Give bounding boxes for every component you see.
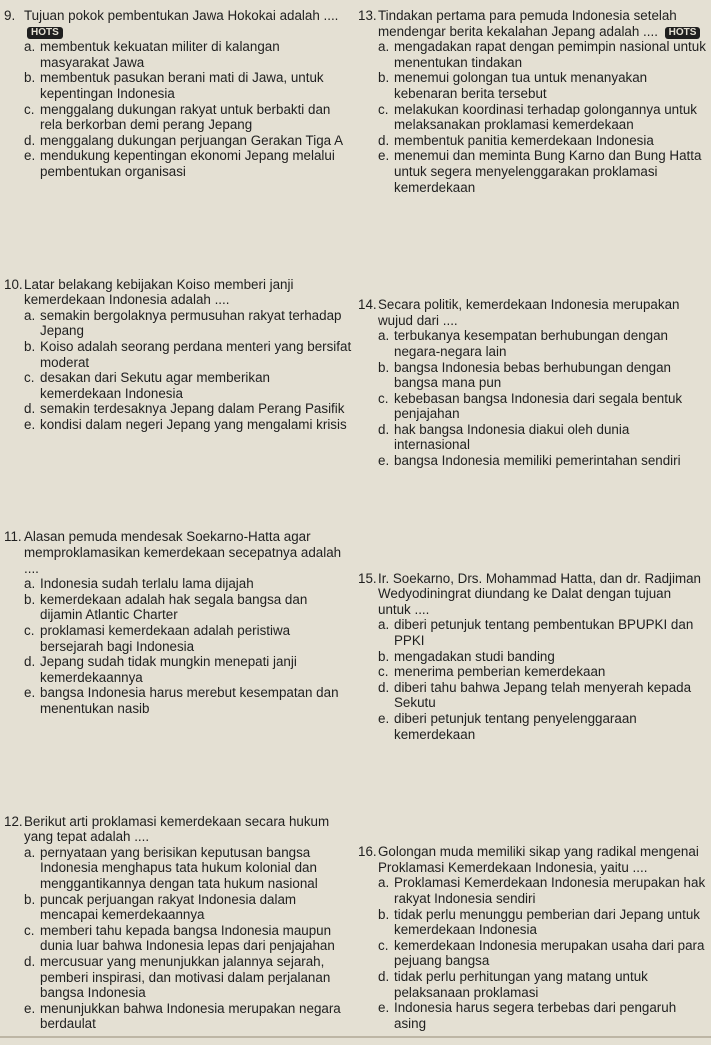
answer-option bbox=[4, 339, 352, 370]
answer-option bbox=[4, 892, 352, 923]
option-letter: a. bbox=[24, 39, 36, 55]
option-text: Indonesia harus segera terbebas dari pengaruh asing bbox=[394, 1000, 677, 1031]
option-letter: a. bbox=[378, 39, 390, 55]
question-stem bbox=[358, 297, 706, 328]
question-10 bbox=[4, 277, 352, 433]
option-text: bangsa Indonesia memiliki pemerintahan sendiri bbox=[394, 453, 681, 469]
option-letter: b. bbox=[24, 70, 36, 86]
option-text: menggalang dukungan perjuangan Gerakan Tiga A bbox=[40, 132, 344, 148]
option-text: mercusuar yang menunjukkan jalannya sejarah, pemberi inspirasi, dan motivasi dalam perjalanan bangsa Indonesia bbox=[40, 953, 331, 1001]
answer-option bbox=[4, 623, 352, 654]
option-text: menemui dan meminta Bung Karno dan Bung Hatta untuk segera menyelenggarakan proklamasi kemerdekaan bbox=[394, 148, 702, 195]
option-letter: d. bbox=[24, 401, 36, 417]
option-letter: a. bbox=[378, 617, 390, 633]
question-number: 9. bbox=[4, 8, 16, 23]
answer-option bbox=[358, 664, 706, 680]
question-text: Tujuan pokok pembentukan Jawa Hokokai adalah .... bbox=[24, 8, 339, 23]
answer-options bbox=[4, 576, 352, 716]
option-letter: b. bbox=[24, 591, 36, 607]
option-text: tidak perlu menunggu pemberian dari Jepang untuk kemerdekaan Indonesia bbox=[394, 906, 700, 938]
answer-option bbox=[4, 1001, 352, 1032]
option-text: kondisi dalam negeri Jepang yang mengalami krisis bbox=[40, 416, 347, 432]
question-number: 16. bbox=[358, 844, 377, 860]
option-letter: c. bbox=[378, 101, 389, 117]
option-text: pernyataan yang berisikan keputusan bangsa Indonesia menghapus tata hukum kolonial dan menggantikannya dengan tata hukum nasional bbox=[40, 844, 318, 891]
bottom-divider bbox=[0, 1036, 711, 1038]
option-letter: a. bbox=[24, 844, 36, 860]
option-text: mengadakan studi banding bbox=[394, 648, 555, 664]
option-letter: b. bbox=[378, 359, 390, 375]
question-number: 12. bbox=[4, 813, 23, 829]
question-text: Ir. Soekarno, Drs. Mohammad Hatta, dan dr. Radjiman Wedyodiningrat diundang ke Dalat dengan tujuan untuk .... bbox=[378, 570, 702, 617]
answer-option bbox=[4, 401, 352, 417]
question-text: Tindakan pertama para pemuda Indonesia setelah mendengar berita kekalahan Jepang adalah .... bbox=[378, 8, 677, 39]
option-text: diberi petunjuk tentang pembentukan BPUPKI dan PPKI bbox=[394, 617, 694, 649]
question-14 bbox=[358, 297, 706, 469]
option-text: Indonesia sudah terlalu lama dijajah bbox=[40, 576, 254, 592]
option-text: bangsa Indonesia harus merebut kesempatan dan menentukan nasib bbox=[40, 685, 339, 716]
option-letter: c. bbox=[378, 937, 389, 953]
answer-option bbox=[358, 148, 706, 195]
answer-option bbox=[358, 617, 706, 648]
answer-option bbox=[358, 938, 706, 969]
answer-option bbox=[4, 70, 352, 101]
option-letter: d. bbox=[378, 421, 390, 437]
option-letter: b. bbox=[24, 338, 36, 354]
option-letter: a. bbox=[378, 328, 390, 344]
option-letter: d. bbox=[378, 679, 390, 695]
answer-option bbox=[4, 370, 352, 401]
question-text: Alasan pemuda mendesak Soekarno-Hatta agar memproklamasikan kemerdekaan secepatnya adalah .... bbox=[24, 529, 342, 576]
answer-option bbox=[4, 654, 352, 685]
answer-option bbox=[4, 39, 352, 70]
option-text: Jepang sudah tidak mungkin menepati janji kemerdekaannya bbox=[40, 654, 297, 685]
question-text: Latar belakang kebijakan Koiso memberi janji kemerdekaan Indonesia adalah .... bbox=[24, 276, 294, 308]
option-letter: b. bbox=[378, 70, 390, 86]
answer-options bbox=[358, 328, 706, 468]
question-stem bbox=[4, 529, 352, 576]
answer-option bbox=[358, 391, 706, 422]
question-number: 14. bbox=[358, 297, 377, 313]
question-stem bbox=[4, 8, 352, 39]
answer-options bbox=[358, 875, 706, 1031]
option-text: membentuk kekuatan militer di kalangan masyarakat Jawa bbox=[40, 39, 280, 70]
option-text: kemerdekaan Indonesia merupakan usaha dari para pejuang bangsa bbox=[394, 937, 705, 969]
answer-option bbox=[358, 1000, 706, 1031]
option-letter: e. bbox=[378, 1000, 390, 1016]
question-9 bbox=[4, 8, 352, 180]
answer-option bbox=[4, 576, 352, 592]
option-text: menerima pemberian kemerdekaan bbox=[394, 664, 606, 680]
answer-option bbox=[358, 907, 706, 938]
option-text: diberi petunjuk tentang penyelenggaraan kemerdekaan bbox=[394, 711, 637, 742]
question-11 bbox=[4, 529, 352, 716]
question-15 bbox=[358, 571, 706, 743]
answer-option bbox=[358, 133, 706, 149]
answer-option bbox=[358, 649, 706, 665]
option-letter: e. bbox=[24, 1000, 36, 1016]
option-text: semakin bergolaknya permusuhan rakyat terhadap Jepang bbox=[40, 307, 342, 339]
question-text: Secara politik, kemerdekaan Indonesia merupakan wujud dari .... bbox=[378, 297, 680, 328]
answer-option bbox=[358, 453, 706, 469]
hots-badge: HOTS bbox=[27, 27, 63, 39]
option-text: membentuk pasukan berani mati di Jawa, untuk kepentingan Indonesia bbox=[40, 70, 324, 101]
question-13 bbox=[358, 8, 706, 195]
question-number: 11. bbox=[4, 529, 22, 545]
option-letter: b. bbox=[378, 648, 390, 664]
option-letter: c. bbox=[24, 922, 35, 938]
answer-options bbox=[4, 308, 352, 433]
option-text: tidak perlu perhitungan yang matang untuk pelaksanaan proklamasi bbox=[394, 968, 648, 1000]
answer-option bbox=[358, 360, 706, 391]
option-letter: c. bbox=[378, 390, 389, 406]
question-number: 15. bbox=[358, 570, 377, 586]
answer-option bbox=[358, 39, 706, 70]
option-text: proklamasi kemerdekaan adalah peristiwa bersejarah bagi Indonesia bbox=[40, 623, 291, 654]
option-letter: a. bbox=[24, 307, 36, 323]
option-letter: e. bbox=[24, 685, 36, 701]
answer-option bbox=[4, 102, 352, 133]
question-stem bbox=[358, 8, 706, 39]
option-letter: c. bbox=[24, 101, 35, 117]
hots-badge: HOTS bbox=[665, 27, 701, 39]
option-letter: b. bbox=[378, 906, 390, 922]
option-text: melakukan koordinasi terhadap golongannya untuk melaksanakan proklamasi kemerdekaan bbox=[394, 101, 697, 133]
answer-option bbox=[4, 845, 352, 892]
option-letter: d. bbox=[24, 953, 36, 969]
answer-option bbox=[4, 954, 352, 1001]
answer-options bbox=[358, 39, 706, 195]
answer-option bbox=[4, 417, 352, 433]
option-text: menunjukkan bahwa Indonesia merupakan negara berdaulat bbox=[40, 1000, 341, 1032]
option-text: puncak perjuangan rakyat Indonesia dalam mencapai kemerdekaannya bbox=[40, 891, 297, 923]
answer-options bbox=[4, 845, 352, 1032]
option-text: diberi tahu bahwa Jepang telah menyerah kepada Sekutu bbox=[394, 679, 692, 711]
option-letter: a. bbox=[24, 576, 36, 592]
question-stem bbox=[358, 571, 706, 618]
answer-option bbox=[358, 711, 706, 742]
option-letter: d. bbox=[378, 968, 390, 984]
option-text: bangsa Indonesia bebas berhubungan dengan bangsa mana pun bbox=[394, 359, 671, 391]
answer-option bbox=[4, 923, 352, 954]
answer-options bbox=[4, 39, 352, 179]
option-text: Koiso adalah seorang perdana menteri yang bersifat moderat bbox=[40, 338, 352, 370]
question-stem bbox=[358, 844, 706, 875]
question-text: Berikut arti proklamasi kemerdekaan secara hukum yang tepat adalah .... bbox=[24, 813, 330, 845]
option-text: hak bangsa Indonesia diakui oleh dunia internasional bbox=[394, 421, 630, 453]
question-16 bbox=[358, 844, 706, 1031]
option-text: memberi tahu kepada bangsa Indonesia maupun dunia luar bahwa Indonesia lepas dari penjajahan bbox=[40, 922, 335, 954]
option-letter: e. bbox=[378, 148, 390, 164]
answer-option bbox=[358, 680, 706, 711]
right-column bbox=[358, 8, 706, 1031]
answer-options bbox=[358, 617, 706, 742]
option-text: terbukanya kesempatan berhubungan dengan negara-negara lain bbox=[394, 328, 668, 359]
option-letter: b. bbox=[24, 891, 36, 907]
option-letter: d. bbox=[378, 132, 390, 148]
answer-option bbox=[358, 70, 706, 101]
option-letter: a. bbox=[378, 875, 390, 891]
answer-option bbox=[4, 685, 352, 716]
question-stem bbox=[4, 814, 352, 845]
option-text: mendukung kepentingan ekonomi Jepang melalui pembentukan organisasi bbox=[40, 148, 335, 179]
answer-option bbox=[4, 308, 352, 339]
left-column bbox=[4, 8, 352, 1032]
answer-option bbox=[4, 133, 352, 149]
option-letter: e. bbox=[24, 416, 36, 432]
option-text: desakan dari Sekutu agar memberikan kemerdekaan Indonesia bbox=[40, 370, 271, 401]
answer-option bbox=[358, 422, 706, 453]
answer-option bbox=[4, 592, 352, 623]
answer-option bbox=[4, 148, 352, 179]
question-text: Golongan muda memiliki sikap yang radikal mengenai Proklamasi Kemerdekaan Indonesia, yaitu .... bbox=[378, 844, 699, 875]
option-letter: d. bbox=[24, 132, 36, 148]
option-letter: c. bbox=[24, 370, 35, 386]
answer-option bbox=[358, 328, 706, 359]
option-letter: e. bbox=[378, 453, 390, 469]
option-text: mengadakan rapat dengan pemimpin nasional untuk menentukan tindakan bbox=[394, 39, 706, 70]
option-letter: c. bbox=[24, 623, 35, 639]
option-text: semakin terdesaknya Jepang dalam Perang Pasifik bbox=[40, 401, 345, 417]
option-text: kebebasan bangsa Indonesia dari segala bentuk penjajahan bbox=[394, 390, 683, 422]
question-number: 10. bbox=[4, 276, 23, 292]
answer-option bbox=[358, 969, 706, 1000]
option-letter: c. bbox=[378, 664, 389, 680]
option-text: menggalang dukungan rakyat untuk berbakti dan rela berkorban demi perang Jepang bbox=[40, 101, 331, 133]
option-text: Proklamasi Kemerdekaan Indonesia merupakan hak rakyat Indonesia sendiri bbox=[394, 875, 706, 906]
question-12 bbox=[4, 814, 352, 1032]
answer-option bbox=[358, 102, 706, 133]
question-number: 13. bbox=[358, 8, 377, 23]
option-letter: d. bbox=[24, 654, 36, 670]
option-letter: e. bbox=[24, 148, 36, 164]
answer-option bbox=[358, 875, 706, 906]
option-text: membentuk panitia kemerdekaan Indonesia bbox=[394, 132, 654, 148]
option-text: kemerdekaan adalah hak segala bangsa dan dijamin Atlantic Charter bbox=[40, 591, 308, 623]
option-text: menemui golongan tua untuk menanyakan kebenaran berita tersebut bbox=[394, 70, 648, 101]
option-letter: e. bbox=[378, 711, 390, 726]
question-stem bbox=[4, 277, 352, 308]
